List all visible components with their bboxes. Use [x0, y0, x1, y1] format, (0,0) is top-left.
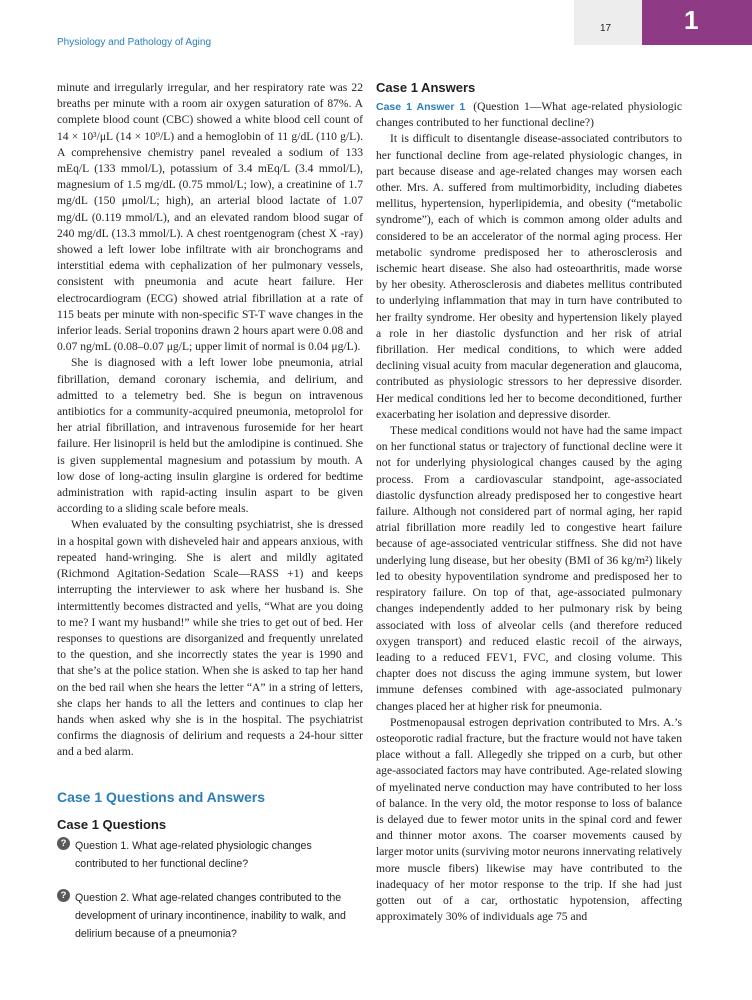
- body-paragraph: She is diagnosed with a left lower lobe pneumonia, atrial fibrillation, demand coronary ischemia, and delirium, and admitted to a telemetry bed. She is begun on intravenous antibiotics for a community-acquired pneumonia, metoprolol for her atrial fibrillation, and intravenous furosemide for her heart failure. Her lisinopril is held but the amlodipine is continued. She is given supplemental magnesium and potassium by mouth. A low dose of long-acting insulin glargine is ordered for bedtime administration with rapid-acting insulin aspart to be given according to a sliding scale before meals.: [57, 356, 363, 516]
- section-heading: Case 1 Questions and Answers: [57, 788, 265, 805]
- right-column: [376, 80, 682, 925]
- question-icon: ?: [57, 837, 70, 850]
- question-item: [57, 836, 363, 872]
- question-item: [57, 888, 363, 942]
- answer-question: (Question 1—What age-related physiologic changes contributed to her functional decline?): [376, 100, 682, 130]
- answer-intro: [376, 99, 682, 131]
- body-paragraph: Postmenopausal estrogen deprivation contributed to Mrs. A.’s osteoporotic radial fracture, but the fracture would not have taken place without a fall. Allegedly she tripped on a curb, but other age-associated factors may have contributed. Age-related slowing of myelinated nerve conduction may have contributed to her loss of balance. In the very old, the motor response to loss of balance is delayed due to fewer motor units in the spinal cord and fewer and thinner motor axons. The coarser movements caused by larger motor units (surviving motor neurons innervating relatively more muscle fibers) likewise may have contributed to the inadequacy of her motor response to the trip. If she had just gotten out of a car, orthostatic hypotension, affecting approximately 30% of individuals age 75 and: [376, 715, 682, 924]
- questions-heading: Case 1 Questions: [57, 816, 167, 832]
- body-paragraph: When evaluated by the consulting psychiatrist, she is dressed in a hospital gown with disheveled hair and appears anxious, with repeated hand-wringing. She is alert and mildly agitated (Richmond Agitation-Sedation Scale—RASS +1) and keeps interrupting the interviewer to ask where her husband is. She intermittently becomes distracted and yells, “What are you doing to me? I want my husband!” while she tries to get out of bed. Her responses to questions are disorganized and frequently unrelated to the question, and she incorrectly states the year is 1990 and that she’s at the police station. When she is asked to tap her hand on the bed rail when she hears the letter “A” in a string of letters, she claps her hands to all the letters and continues to clap her hands when asked why she is in the hospital. The psychiatrist confirms the diagnosis of delirium and requests a 24-hour sitter and a bed alarm.: [57, 518, 363, 759]
- answer-label: Case 1 Answer 1: [376, 101, 466, 113]
- answers-heading: Case 1 Answers: [376, 80, 476, 95]
- question-icon: ?: [57, 889, 70, 902]
- running-head: Physiology and Pathology of Aging: [57, 37, 211, 48]
- left-column: [57, 80, 363, 942]
- question-text: Question 2. What age-related changes contributed to the development of urinary incontinence, inability to walk, and delirium because of a pneumonia?: [75, 891, 346, 940]
- chapter-number: 1: [684, 5, 699, 35]
- page-number: 17: [600, 23, 612, 34]
- body-paragraph: These medical conditions would not have had the same impact on her functional status or trajectory of functional decline were it not for underlying physiological changes caused by the aging process. From a cardiovascular standpoint, age-associated diastolic dysfunction already predisposed her to congestive heart failure. Although not considered part of normal aging, her rapid atrial fibrillation more readily led to congestive heart failure because of age-associated ventricular stiffness. She did not have underlying lung disease, but her obesity (BMI of 36 kg/m²) likely led to obesity hypoventilation syndrome and predisposed her to respiratory failure. On top of that, age-associated pulmonary changes independently added to her pulmonary risk by being associated with loss of alveolar cells (and therefore reduced oxygen transport) and reduced elastic recoil of the airways, leading to a reduced FEV1, FVC, and closing volume. This chapter does not discuss the aging immune system, but lower immune defenses combined with age-associated pulmonary changes placed her at higher risk for pneumonia.: [376, 424, 682, 713]
- question-text: Question 1. What age-related physiologic changes contributed to her functional decline?: [75, 839, 312, 870]
- body-paragraph: It is difficult to disentangle disease-associated contributors to her functional decline from age-related physiologic changes, in part because disease and age-related changes may worsen each other. Mrs. A. suffered from multimorbidity, including diabetes mellitus, hypertension, hyperlipidemia, and obesity (“metabolic syndrome”), each of which is common among older adults and considered to be an accelerator of the normal aging process. Her metabolic syndrome predisposed her to atherosclerosis and ischemic heart disease. She also had osteoarthritis, made worse by her obesity. Atherosclerosis and diabetes mellitus contributed to underlying inflammation that may in turn have contributed to her frailty syndrome. Her obesity and hypertension likely played a role in her diastolic dysfunction and her risk of atrial fibrillation. Her medical conditions, to which were added declining visual acuity from macular degeneration and glaucoma, contributed as physiologic stressors to her depressive disorder. Her medical conditions led her to become deconditioned, further exacerbating her isolation and depressive disorder.: [376, 132, 682, 421]
- body-paragraph: minute and irregularly irregular, and her respiratory rate was 22 breaths per minute with a room air oxygen saturation of 87%. A complete blood count (CBC) showed a white blood cell count of 14 × 10³/μL (14 × 10⁹/L) and a hemoglobin of 11 g/dL (110 g/L). A comprehensive chemistry panel revealed a sodium of 133 mEq/L (133 mmol/L), potassium of 3.4 mEq/L (3.4 mmol/L), magnesium of 1.5 mg/dL (0.75 mmol/L; low), a creatinine of 1.7 mg/dL (150 μmol/L; high), an arterial blood lactate of 1.07 mg/dL (0.119 mmol/L), and an elevated random blood sugar of 240 mg/dL (13.3 mmol/L). A chest roentgenogram (chest X -ray) showed a left lower lobe infiltrate with air bronchograms and interstitial edema with cephalization of her pulmonary vessels, consistent with pneumonia and acute heart failure. Her electrocardiogram (ECG) showed atrial fibrillation at a rate of 115 beats per minute with non-specific ST-T wave changes in the inferior leads. Serial troponins drawn 2 hours apart were 0.08 and 0.07 ng/mL (0.08–0.07 μg/L; upper limit of normal is 0.04 μg/L).: [57, 81, 363, 354]
